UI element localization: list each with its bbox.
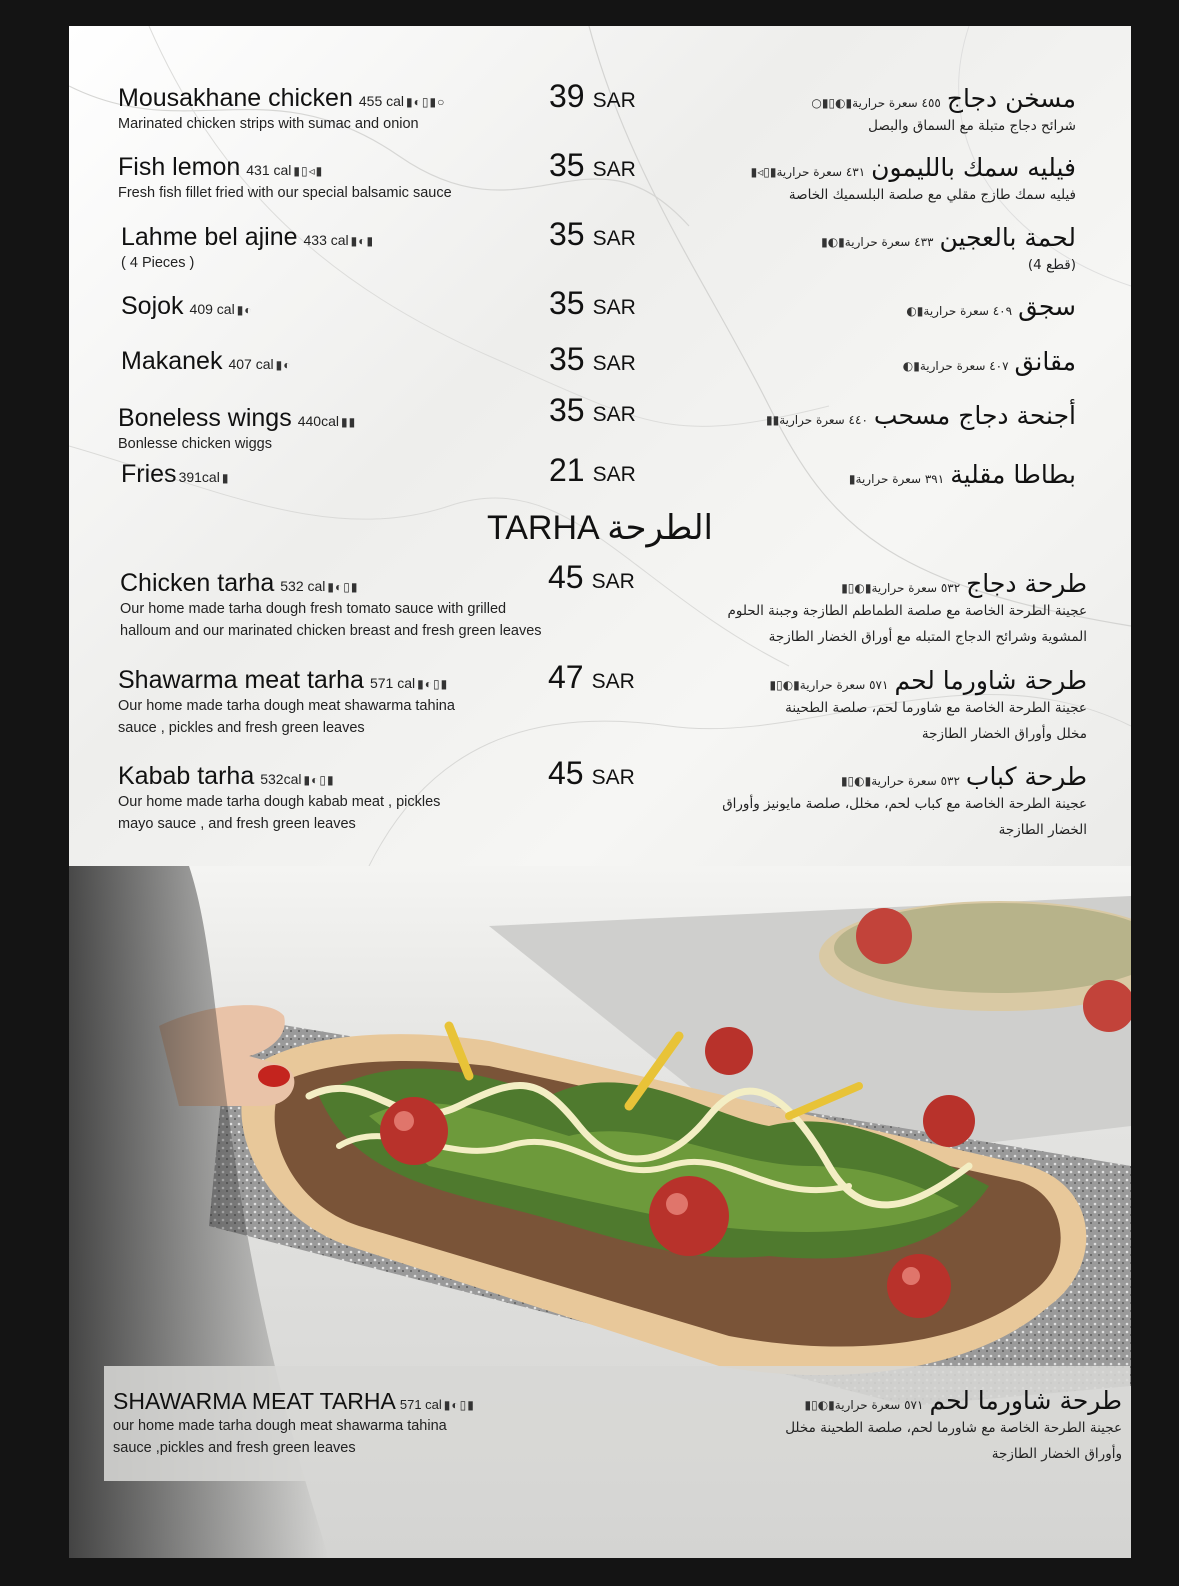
item-en-lahme — [121, 223, 374, 274]
section-title-tarha — [69, 508, 1131, 548]
item-calories-ar: ٥٣٢ سعرة حرارية — [871, 581, 961, 595]
item-name-ar: طرحة شاورما لحم — [894, 666, 1087, 695]
item-en-fries — [121, 460, 229, 489]
item-en-fish-lemon — [118, 153, 452, 204]
item-ar-chicken-tarha — [727, 569, 1087, 650]
item-price — [548, 755, 635, 792]
item-calories: 440cal — [297, 413, 339, 429]
allergen-icons: ▮◐▯▮○ — [811, 96, 853, 110]
item-en-chicken-tarha — [120, 569, 542, 642]
allergen-icons: ▮ — [848, 472, 856, 486]
menu-page — [69, 26, 1131, 1558]
item-calories-ar: ٤٣٣ سعرة حرارية — [844, 235, 934, 249]
item-description-ar: (قطع 4) — [1027, 257, 1076, 273]
item-name: Shawarma meat tarha — [118, 666, 364, 694]
item-description-ar: عجينة الطرحة الخاصة مع كباب لحم، مخلل، صلصة مايونيز وأوراق — [722, 796, 1087, 812]
item-description: mayo sauce , and fresh green leaves — [118, 816, 356, 832]
banner-description: sauce ,pickles and fresh green leaves — [113, 1440, 356, 1456]
allergen-icons: ▮ — [221, 471, 230, 485]
price-value: 35 — [549, 216, 585, 252]
item-calories: 409 cal — [189, 301, 235, 317]
item-name: Makanek — [121, 347, 223, 375]
item-en-sojok — [121, 292, 253, 321]
item-description: Marinated chicken strips with sumac and onion — [118, 116, 419, 132]
allergen-icons: ▮◐ — [902, 359, 920, 373]
item-name-ar: طرحة دجاج — [966, 569, 1087, 598]
item-ar-mousakhane — [809, 84, 1076, 139]
item-calories: 455 cal — [358, 93, 405, 109]
price-currency: SAR — [592, 352, 636, 375]
allergen-icons: ▮◐▯▮ — [303, 773, 335, 787]
item-en-makanek — [121, 347, 291, 376]
allergen-icons: ▮◐▯▮ — [840, 774, 872, 788]
item-description-ar: مخلل وأوراق الخضار الطازجة — [921, 726, 1087, 742]
item-ar-boneless-wings — [764, 401, 1076, 430]
banner-description-ar: عجينة الطرحة الخاصة مع شاورما لحم، صلصة الطحينة مخلل — [785, 1420, 1122, 1436]
item-en-mousakhane — [118, 84, 445, 135]
price-value: 45 — [548, 559, 584, 595]
section-title-en: TARHA — [487, 509, 598, 547]
price-currency: SAR — [592, 227, 636, 250]
allergen-icons: ▮▮ — [766, 413, 780, 427]
allergen-icons: ▮◐▮ — [350, 234, 375, 248]
price-value: 45 — [548, 755, 584, 791]
allergen-icons: ▮◐▯▮ — [327, 580, 359, 594]
item-description-ar: المشوية وشرائح الدجاج المتبله مع أوراق الخضار الطازجة — [768, 629, 1087, 645]
featured-item-banner — [104, 1366, 1130, 1481]
banner-calories-ar: ٥٧١ سعرة حرارية — [834, 1398, 924, 1412]
banner-calories: 571 cal — [399, 1397, 442, 1412]
item-description-ar: عجينة الطرحة الخاصة مع شاورما لحم، صلصة الطحينة — [785, 700, 1087, 716]
allergen-icons: ▮◐ — [236, 303, 253, 317]
item-description-ar: الخضار الطازجة — [998, 822, 1087, 838]
item-price — [549, 285, 636, 322]
item-description: halloum and our marinated chicken breast and fresh green leaves — [120, 623, 542, 639]
allergen-icons: ▮◐▯▮ — [417, 677, 449, 691]
item-ar-shawarma-tarha — [767, 666, 1087, 747]
price-currency: SAR — [591, 670, 635, 693]
item-description: sauce , pickles and fresh green leaves — [118, 720, 365, 736]
item-calories-ar: ٤٠٩ سعرة حرارية — [923, 304, 1013, 318]
allergen-icons: ▮◐▯▮ — [443, 1398, 475, 1412]
price-value: 35 — [549, 341, 585, 377]
item-price — [549, 341, 636, 378]
item-price — [549, 147, 636, 184]
allergen-icons: ▮◐ — [275, 358, 292, 372]
item-ar-kabab-tarha — [722, 762, 1087, 843]
allergen-icons: ▮◐ — [906, 304, 924, 318]
item-calories: 431 cal — [246, 162, 292, 178]
item-name: Mousakhane chicken — [118, 84, 353, 112]
banner-en — [113, 1388, 475, 1459]
item-description-ar: فيليه سمك طازج مقلي مع صلصة البلسميك الخاصة — [788, 187, 1076, 203]
price-currency: SAR — [591, 766, 635, 789]
price-value: 21 — [549, 452, 585, 488]
item-description-ar: عجينة الطرحة الخاصة مع صلصة الطماطم الطازجة وجبنة الحلوم — [727, 603, 1087, 619]
price-value: 35 — [549, 147, 585, 183]
banner-description: our home made tarha dough meat shawarma tahina — [113, 1418, 447, 1434]
price-value: 35 — [549, 285, 585, 321]
price-value: 47 — [548, 659, 584, 695]
price-currency: SAR — [592, 403, 636, 426]
item-ar-fish-lemon — [749, 153, 1076, 208]
banner-title-ar: طرحة شاورما لحم — [929, 1386, 1122, 1415]
item-en-shawarma-tarha — [118, 666, 455, 739]
allergen-icons: ▮◐▮ — [821, 235, 845, 249]
item-ar-lahme — [819, 223, 1076, 278]
item-name: Lahme bel ajine — [121, 223, 298, 251]
item-name-ar: لحمة بالعجين — [939, 223, 1076, 252]
price-value: 39 — [549, 78, 585, 114]
item-price — [548, 559, 635, 596]
item-description: Our home made tarha dough meat shawarma tahina — [118, 698, 455, 714]
item-calories-ar: ٣٩١ سعرة حرارية — [855, 472, 945, 486]
item-ar-sojok — [904, 292, 1076, 321]
item-en-boneless-wings — [118, 404, 356, 455]
price-currency: SAR — [591, 570, 635, 593]
banner-description-ar: وأوراق الخضار الطازجة — [991, 1446, 1122, 1462]
allergen-icons: ▮◐▯▮○ — [406, 95, 446, 109]
item-calories-ar: ٤٠٧ سعرة حرارية — [919, 359, 1009, 373]
price-value: 35 — [549, 392, 585, 428]
item-name: Boneless wings — [118, 404, 292, 432]
item-price — [549, 216, 636, 253]
item-description: Fresh fish fillet fried with our special balsamic sauce — [118, 185, 452, 201]
item-calories: 433 cal — [303, 232, 349, 248]
item-name-ar: بطاطا مقلية — [950, 460, 1076, 489]
item-price — [548, 659, 635, 696]
item-price — [549, 78, 636, 115]
item-calories: 571 cal — [369, 675, 416, 691]
price-currency: SAR — [592, 463, 636, 486]
item-calories: 532cal — [260, 771, 302, 787]
banner-title: SHAWARMA MEAT TARHA — [113, 1388, 396, 1414]
item-name: Chicken tarha — [120, 569, 275, 597]
item-name: Sojok — [121, 292, 184, 320]
item-calories-ar: ٥٣٢ سعرة حرارية — [871, 774, 960, 788]
item-calories: 391cal — [178, 469, 220, 485]
item-ar-makanek — [901, 347, 1076, 376]
allergen-icons: ▮▯◃▮ — [750, 165, 777, 179]
item-description: Our home made tarha dough fresh tomato sauce with grilled — [120, 601, 507, 617]
allergen-icons: ▮▯◃▮ — [293, 164, 324, 178]
section-title-ar: الطرحة — [607, 508, 713, 548]
item-name-ar: فيليه سمك بالليمون — [871, 153, 1076, 182]
allergen-icons: ▮◐▯▮ — [841, 581, 872, 595]
item-description: Our home made tarha dough kabab meat , pickles — [118, 794, 441, 810]
price-currency: SAR — [592, 296, 636, 319]
item-calories-ar: ٤٥٥ سعرة حرارية — [852, 96, 941, 110]
item-name: Fries — [121, 460, 177, 488]
allergen-icons: ▮◐▯▮ — [769, 678, 800, 692]
item-ar-fries — [847, 460, 1076, 489]
item-name: Kabab tarha — [118, 762, 255, 790]
item-name-ar: مسخن دجاج — [946, 84, 1076, 113]
item-name-ar: أجنحة دجاج مسحب — [873, 401, 1076, 430]
item-calories-ar: ٤٣١ سعرة حرارية — [776, 165, 866, 179]
price-currency: SAR — [592, 89, 636, 112]
item-calories-ar: ٥٧١ سعرة حرارية — [799, 678, 889, 692]
item-description-ar: شرائح دجاج متبلة مع السماق والبصل — [868, 118, 1076, 134]
allergen-icons: ▮▮ — [340, 415, 357, 429]
item-calories: 532 cal — [280, 578, 326, 594]
item-description: Bonlesse chicken wiggs — [118, 436, 272, 452]
item-name-ar: سجق — [1018, 292, 1076, 321]
allergen-icons: ▮◐▯▮ — [804, 1398, 835, 1412]
item-price — [549, 452, 636, 489]
item-description: ( 4 Pieces ) — [121, 255, 195, 271]
item-calories: 407 cal — [228, 356, 274, 372]
item-name-ar: طرحة كباب — [965, 762, 1087, 791]
price-currency: SAR — [592, 158, 636, 181]
item-calories-ar: ٤٤٠ سعرة حرارية — [779, 413, 868, 427]
item-name-ar: مقانق — [1014, 347, 1076, 376]
item-price — [549, 392, 636, 429]
item-en-kabab-tarha — [118, 762, 440, 835]
item-name: Fish lemon — [118, 153, 241, 181]
banner-ar — [785, 1386, 1122, 1467]
